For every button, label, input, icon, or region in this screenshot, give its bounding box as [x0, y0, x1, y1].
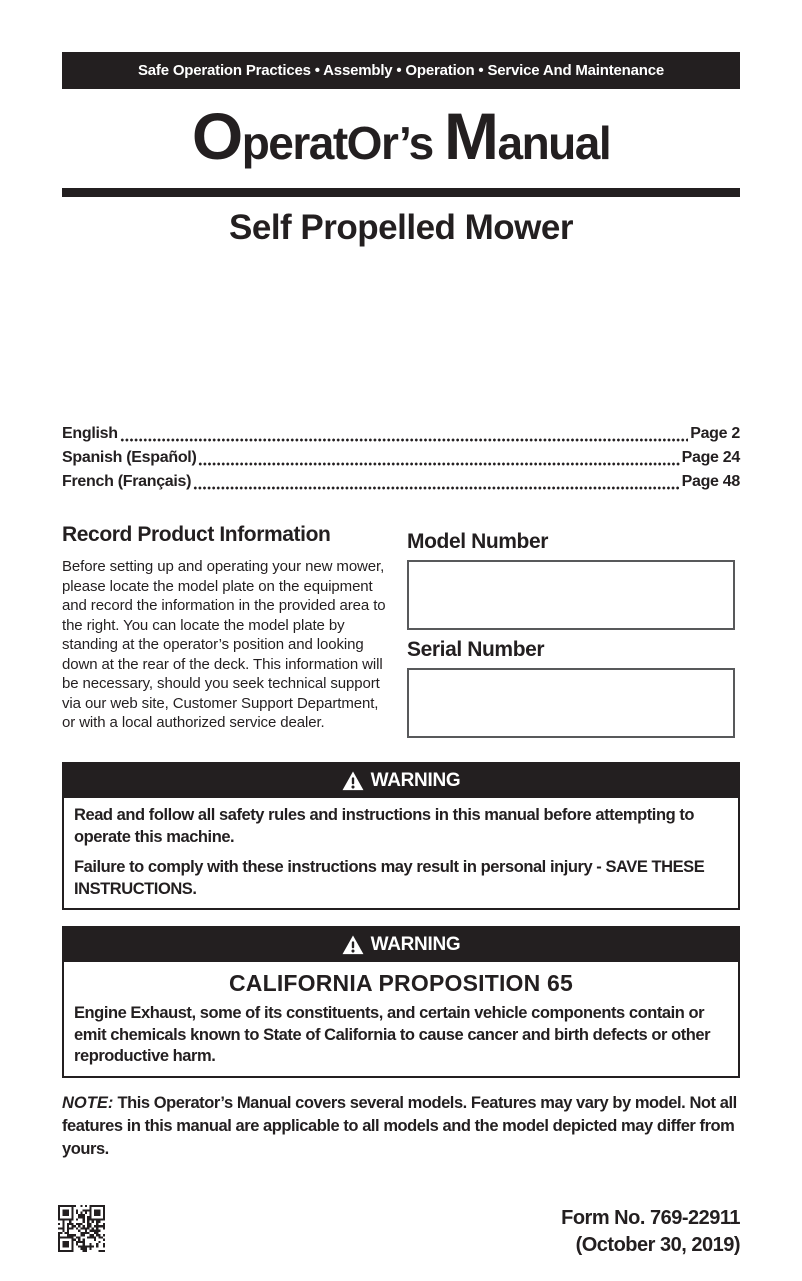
- toc-label: Spanish (Español): [62, 449, 197, 466]
- record-info-column: [62, 522, 407, 738]
- warning-text-line: Read and follow all safety rules and instructions in this manual before attempting to operate this machine.: [74, 806, 695, 846]
- title-letter-m: M: [444, 99, 498, 173]
- serial-number-label: Serial Number: [407, 638, 545, 661]
- title-letter-o2: O: [346, 117, 381, 169]
- record-info-text: Before setting up and operating your new mower, please locate the model plate on the equipment and record the information in the provided area to the right. You can locate the model plate by standing at the operator’s position and looking down at the rear of the deck. This information will be necessary, should you seek technical support via our web site, Customer Support Department, or with a local authorized service dealer.: [62, 558, 386, 731]
- warning-box-general: [62, 762, 740, 910]
- form-number: Form No. 769-22911: [561, 1206, 740, 1229]
- warning-header: [64, 764, 738, 798]
- warning-body: [64, 962, 738, 1076]
- record-info-heading: Record Product Information: [62, 523, 331, 546]
- warning-header-label: WARNING: [370, 934, 461, 955]
- page-footer: [62, 1205, 740, 1259]
- toc-row-english: [62, 422, 740, 446]
- form-info: [561, 1205, 740, 1259]
- product-title: Self Propelled Mower: [229, 208, 573, 247]
- dot-leader: [198, 462, 679, 466]
- toc-page: Page 24: [681, 449, 740, 466]
- header-bar-text: Safe Operation Practices • Assembly • Operation • Service And Maintenance: [137, 62, 665, 79]
- note-label: NOTE:: [62, 1093, 114, 1112]
- toc-page: Page 2: [690, 425, 740, 442]
- warning-header-label: WARNING: [370, 770, 461, 791]
- warning-text-line: Engine Exhaust, some of its constituents, and certain vehicle components contain or emit chemicals known to State of California to cause cancer and birth defects or other reproductive harm.: [74, 1004, 711, 1065]
- toc-label: English: [62, 425, 118, 442]
- record-product-section: [62, 522, 740, 738]
- model-serial-column: [407, 522, 740, 738]
- warning-body: [64, 798, 738, 908]
- prop65-title: CALIFORNIA PROPOSITION 65: [228, 970, 574, 996]
- toc-row-french: [62, 470, 740, 494]
- manual-cover-page: [0, 52, 802, 1281]
- model-number-label: Model Number: [407, 530, 549, 553]
- page-title: OperatOr’s Manual: [191, 99, 611, 173]
- note-text: This Operator’s Manual covers several models. Features may vary by model. Not all features in this manual are applicable to all models and the model depicted may differ from yours.: [62, 1093, 737, 1158]
- toc-page: Page 48: [681, 473, 740, 490]
- toc-row-spanish: [62, 446, 740, 470]
- language-toc: [62, 422, 740, 494]
- header-bar: [62, 52, 740, 89]
- warning-header: [64, 928, 738, 962]
- qr-code-icon: [58, 1205, 105, 1252]
- warning-box-prop65: [62, 926, 740, 1078]
- note-paragraph: [62, 1092, 740, 1161]
- toc-label: French (Français): [62, 473, 192, 490]
- title-letter-o: O: [191, 99, 242, 173]
- warning-triangle-icon: [342, 935, 364, 955]
- form-date: (October 30, 2019): [575, 1233, 740, 1256]
- warning-text-line: Failure to comply with these instructions may result in personal injury - SAVE THESE INSTRUCTIONS.: [74, 858, 705, 898]
- dot-leader: [193, 486, 679, 490]
- dot-leader: [120, 438, 689, 442]
- model-number-box: [407, 560, 735, 630]
- title-divider: [62, 188, 740, 197]
- serial-number-box: [407, 668, 735, 738]
- warning-triangle-icon: [342, 771, 364, 791]
